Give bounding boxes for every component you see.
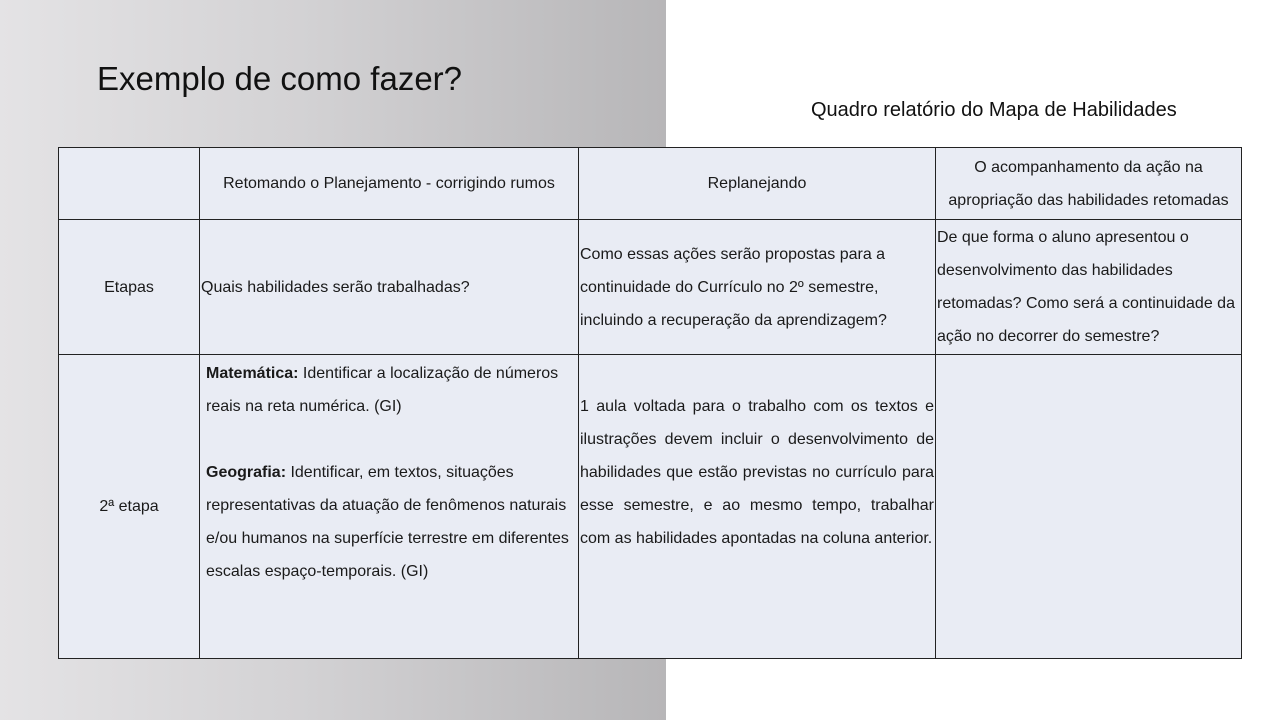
skill-text: Identificar a localização de números reais na reta numérica. (GI) (206, 365, 559, 415)
header-cell-empty (59, 148, 200, 220)
skill-subject: Matemática: (206, 365, 299, 382)
cell-replanejamento-plan: 1 aula voltada para o trabalho com os textos e ilustrações devem incluir o desenvolvimento de habilidades que estão previstas no currículo para esse semestre, e ao mesmo tempo, trabalhar com as habilidades apontadas na coluna anterior. (579, 355, 936, 659)
cell-acompanhamento-question: De que forma o aluno apresentou o desenvolvimento das habilidades retomadas? Como será a continuidade da ação no decorrer do semestre? (936, 220, 1242, 355)
table-header-row (59, 148, 1242, 220)
header-cell-retomando: Retomando o Planejamento - corrigindo rumos (200, 148, 579, 220)
slide-subtitle: Quadro relatório do Mapa de Habilidades (811, 99, 1177, 121)
spacer (206, 423, 572, 456)
cell-skills-list (200, 355, 579, 659)
header-cell-acompanhamento: O acompanhamento da ação na apropriação das habilidades retomadas (936, 148, 1242, 220)
slide-title: Exemplo de como fazer? (97, 60, 463, 97)
skills-report-table (58, 147, 1242, 659)
skill-text: Identificar, em textos, situações representativas da atuação de fenômenos naturais e/ou humanos na superfície terrestre em diferentes escalas espaço-temporais. (GI) (206, 464, 569, 580)
table-row-2a-etapa (59, 355, 1242, 659)
skill-matematica (206, 357, 572, 423)
header-cell-replanejando: Replanejando (579, 148, 936, 220)
row-label-2a-etapa: 2ª etapa (59, 355, 200, 659)
skill-subject: Geografia: (206, 464, 287, 481)
skill-geografia (206, 456, 572, 588)
cell-habilidades-question: Quais habilidades serão trabalhadas? (200, 220, 579, 355)
table-row-etapas (59, 220, 1242, 355)
row-label-etapas: Etapas (59, 220, 200, 355)
cell-acompanhamento-empty (936, 355, 1242, 659)
cell-replanejando-question: Como essas ações serão propostas para a continuidade do Currículo no 2º semestre, incluindo a recuperação da aprendizagem? (579, 220, 936, 355)
